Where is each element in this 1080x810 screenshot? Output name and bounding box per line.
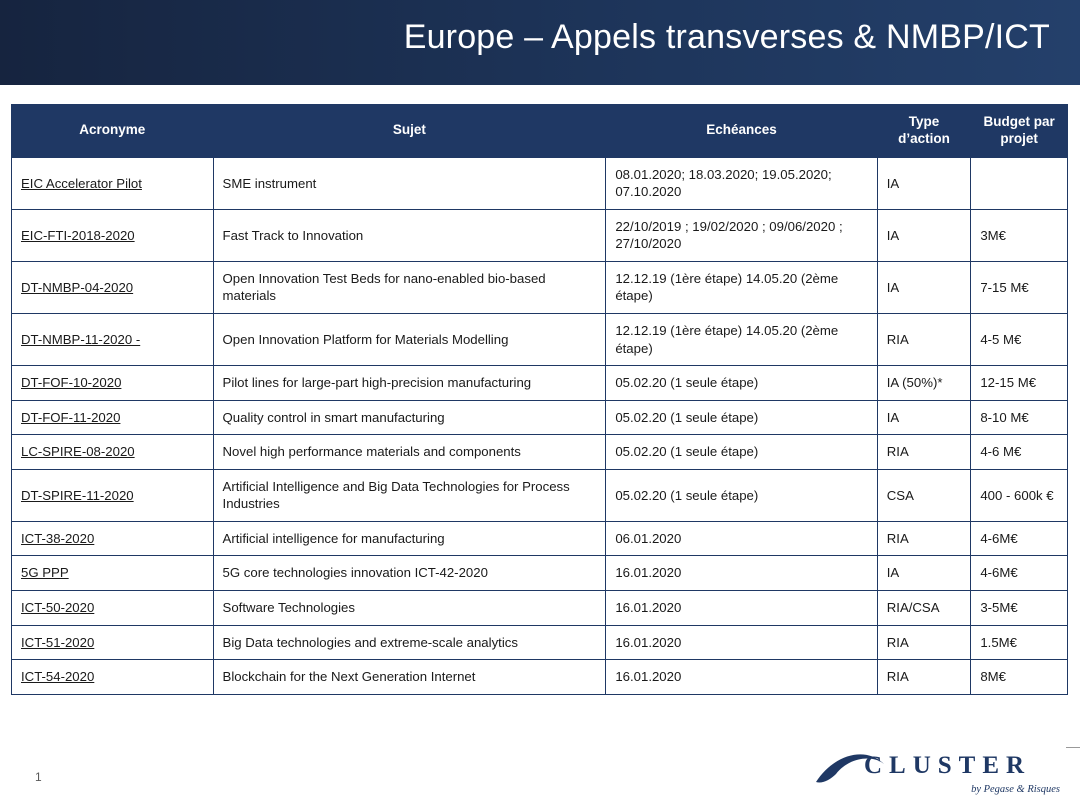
logo-subtitle: by Pegase & Risques: [971, 784, 1060, 795]
subject-cell: 5G core technologies innovation ICT-42-2020: [213, 556, 606, 591]
deadlines-cell: 16.01.2020: [606, 556, 877, 591]
type-cell: RIA: [877, 435, 971, 470]
column-header-type: Type d’action: [877, 105, 971, 158]
budget-cell: 4-6M€: [971, 556, 1068, 591]
type-cell: RIA: [877, 660, 971, 695]
subject-cell: Fast Track to Innovation: [213, 209, 606, 261]
column-header-acronym: Acronyme: [12, 105, 214, 158]
table-row: [12, 625, 1068, 660]
budget-cell: 8M€: [971, 660, 1068, 695]
table-row: [12, 400, 1068, 435]
type-cell: RIA: [877, 314, 971, 366]
table-row: [12, 435, 1068, 470]
table-row: [12, 157, 1068, 209]
acronym-link[interactable]: ICT-54-2020: [12, 660, 214, 695]
acronym-link[interactable]: 5G PPP: [12, 556, 214, 591]
deadlines-cell: 16.01.2020: [606, 660, 877, 695]
column-header-deadlines: Echéances: [606, 105, 877, 158]
page-title: Europe – Appels transverses & NMBP/ICT: [403, 18, 1050, 56]
cluster-logo: [814, 748, 1064, 804]
crop-mark: [1066, 747, 1080, 748]
table-body: [12, 157, 1068, 694]
type-cell: IA: [877, 400, 971, 435]
acronym-link[interactable]: EIC Accelerator Pilot: [12, 157, 214, 209]
budget-cell: 3M€: [971, 209, 1068, 261]
budget-cell: 4-5 M€: [971, 314, 1068, 366]
acronym-link[interactable]: ICT-50-2020: [12, 590, 214, 625]
subject-cell: Artificial Intelligence and Big Data Technologies for Process Industries: [213, 469, 606, 521]
subject-cell: Open Innovation Test Beds for nano-enabled bio-based materials: [213, 261, 606, 313]
deadlines-cell: 05.02.20 (1 seule étape): [606, 400, 877, 435]
deadlines-cell: 12.12.19 (1ère étape) 14.05.20 (2ème étape): [606, 261, 877, 313]
type-cell: RIA/CSA: [877, 590, 971, 625]
deadlines-cell: 05.02.20 (1 seule étape): [606, 469, 877, 521]
acronym-link[interactable]: DT-SPIRE-11-2020: [12, 469, 214, 521]
acronym-link[interactable]: ICT-51-2020: [12, 625, 214, 660]
table-row: [12, 556, 1068, 591]
subject-cell: Pilot lines for large-part high-precision manufacturing: [213, 366, 606, 401]
type-cell: IA: [877, 209, 971, 261]
deadlines-cell: 16.01.2020: [606, 590, 877, 625]
acronym-link[interactable]: ICT-38-2020: [12, 521, 214, 556]
acronym-link[interactable]: DT-FOF-10-2020: [12, 366, 214, 401]
table-row: [12, 209, 1068, 261]
deadlines-cell: 22/10/2019 ; 19/02/2020 ; 09/06/2020 ; 27/10/2020: [606, 209, 877, 261]
type-cell: CSA: [877, 469, 971, 521]
acronym-link[interactable]: LC-SPIRE-08-2020: [12, 435, 214, 470]
subject-cell: Software Technologies: [213, 590, 606, 625]
acronym-link[interactable]: EIC-FTI-2018-2020: [12, 209, 214, 261]
header-band: [0, 0, 1080, 85]
deadlines-cell: 05.02.20 (1 seule étape): [606, 366, 877, 401]
subject-cell: Blockchain for the Next Generation Internet: [213, 660, 606, 695]
acronym-link[interactable]: DT-FOF-11-2020: [12, 400, 214, 435]
table-row: [12, 366, 1068, 401]
budget-cell: 8-10 M€: [971, 400, 1068, 435]
type-cell: IA (50%)*: [877, 366, 971, 401]
acronym-link[interactable]: DT-NMBP-04-2020: [12, 261, 214, 313]
budget-cell: 3-5M€: [971, 590, 1068, 625]
subject-cell: Open Innovation Platform for Materials Modelling: [213, 314, 606, 366]
subject-cell: SME instrument: [213, 157, 606, 209]
budget-cell: 4-6 M€: [971, 435, 1068, 470]
page-number: 1: [35, 770, 42, 784]
table-row: [12, 261, 1068, 313]
subject-cell: Quality control in smart manufacturing: [213, 400, 606, 435]
column-header-budget: Budget par projet: [971, 105, 1068, 158]
budget-cell: 400 - 600k €: [971, 469, 1068, 521]
subject-cell: Novel high performance materials and components: [213, 435, 606, 470]
subject-cell: Artificial intelligence for manufacturing: [213, 521, 606, 556]
type-cell: IA: [877, 157, 971, 209]
table-header: [12, 105, 1068, 158]
type-cell: IA: [877, 261, 971, 313]
deadlines-cell: 12.12.19 (1ère étape) 14.05.20 (2ème étape): [606, 314, 877, 366]
table-row: [12, 521, 1068, 556]
table-row: [12, 469, 1068, 521]
type-cell: IA: [877, 556, 971, 591]
acronym-link[interactable]: DT-NMBP-11-2020 -: [12, 314, 214, 366]
budget-cell: 7-15 M€: [971, 261, 1068, 313]
table-row: [12, 660, 1068, 695]
budget-cell: 4-6M€: [971, 521, 1068, 556]
type-cell: RIA: [877, 521, 971, 556]
type-cell: RIA: [877, 625, 971, 660]
table-row: [12, 314, 1068, 366]
column-header-subject: Sujet: [213, 105, 606, 158]
deadlines-cell: 05.02.20 (1 seule étape): [606, 435, 877, 470]
budget-cell: 1.5M€: [971, 625, 1068, 660]
calls-table: [11, 104, 1068, 695]
deadlines-cell: 16.01.2020: [606, 625, 877, 660]
table-header-row: [12, 105, 1068, 158]
budget-cell: [971, 157, 1068, 209]
budget-cell: 12-15 M€: [971, 366, 1068, 401]
table-row: [12, 590, 1068, 625]
deadlines-cell: 08.01.2020; 18.03.2020; 19.05.2020; 07.10.2020: [606, 157, 877, 209]
logo-wordmark: CLUSTER: [864, 752, 1032, 779]
deadlines-cell: 06.01.2020: [606, 521, 877, 556]
subject-cell: Big Data technologies and extreme-scale analytics: [213, 625, 606, 660]
